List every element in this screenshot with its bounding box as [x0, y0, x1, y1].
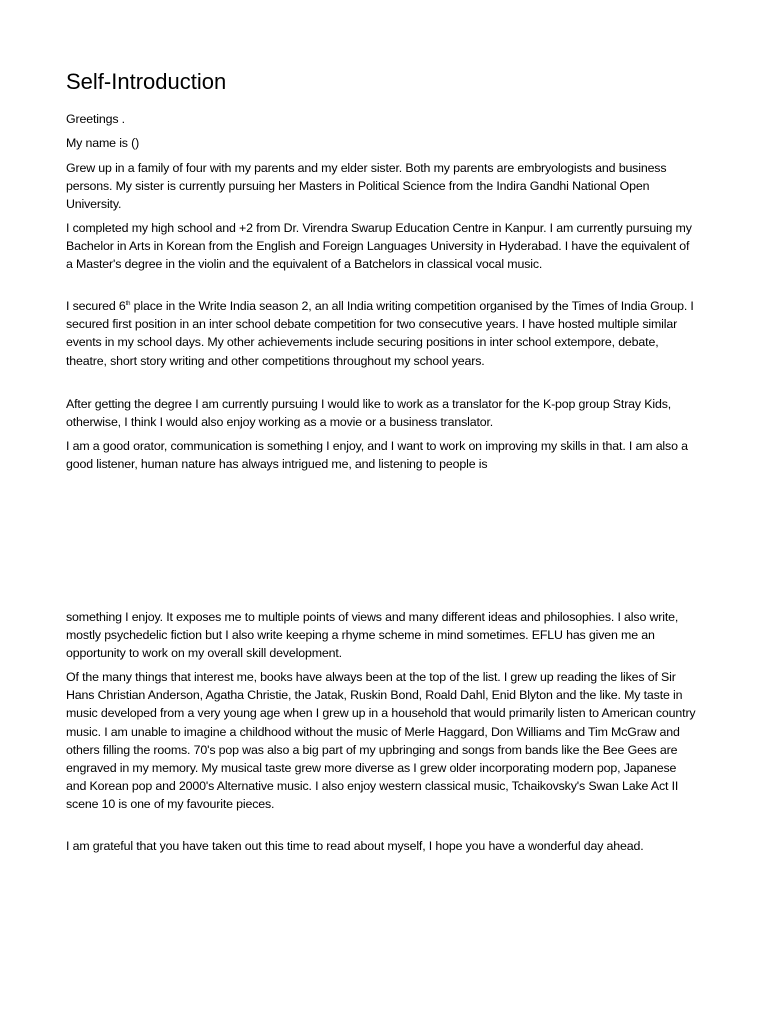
ordinal-superscript: th: [125, 300, 131, 307]
paragraph-skills-continued: something I enjoy. It exposes me to multiple points of views and many different ideas and philosophies. I also write, mostly psychedelic fiction but I also write keeping a rhyme scheme in mind sometimes. EFLU has given me an opportunity to work on my overall skill development.: [66, 610, 679, 661]
document-title: Self-Introduction: [66, 69, 227, 94]
greeting-line: Greetings .: [66, 112, 125, 126]
paragraph-education: I completed my high school and +2 from Dr. Virendra Swarup Education Centre in Kanpur. I am currently pursuing my Bachelor in Arts in Korean from the English and Foreign Languages University in Hyderabad. I have the equivalent of a Master's degree in the violin and the equivalent of a Batchelors in classical vocal music.: [66, 221, 692, 272]
achievements-text-start: I secured 6: [66, 299, 126, 313]
paragraph-skills: I am a good orator, communication is something I enjoy, and I want to work on improving my skills in that. I am also a good listener, human nature has always intrigued me, and listening to people is: [66, 439, 688, 472]
paragraph-interests: Of the many things that interest me, books have always been at the top of the list. I grew up reading the likes of Sir Hans Christian Anderson, Agatha Christie, the Jatak, Ruskin Bond, Roald Dahl, Enid Blyton and the like. My taste in music developed from a very young age when I grew up in a household that would primarily listen to American country music. I am unable to imagine a childhood without the music of Merle Haggard, Don Williams and Tim McGraw and others filling the rooms. 70's pop was also a big part of my upbringing and songs from bands like the Bee Gees are engraved in my memory. My musical taste grew more diverse as I grew older incorporating modern pop, Japanese and Korean pop and 2000's Alternative music. I also enjoy western classical music, Tchaikovsky's Swan Lake Act II scene 10 is one of my favourite pieces.: [66, 670, 696, 812]
paragraph-career-goal: After getting the degree I am currently pursuing I would like to work as a translator for the K-pop group Stray Kids, otherwise, I think I would also enjoy working as a movie or a business translator.: [66, 397, 672, 430]
name-line: My name is (): [66, 136, 140, 150]
paragraph-achievements: [66, 297, 696, 370]
achievements-text-rest: place in the Write India season 2, an all India writing competition organised by the Times of India Group. I secured first position in an inter school debate competition for two consecutive years. I have hosted multiple similar events in my school days. My other achievements include securing positions in inter school extempore, debate, theatre, short story writing and other competitions throughout my school years.: [66, 299, 694, 368]
paragraph-family: Grew up in a family of four with my parents and my elder sister. Both my parents are embryologists and business persons. My sister is currently pursuing her Masters in Political Science from the Indira Gandhi National Open University.: [66, 161, 667, 212]
paragraph-closing: I am grateful that you have taken out this time to read about myself, I hope you have a wonderful day ahead.: [66, 839, 644, 853]
